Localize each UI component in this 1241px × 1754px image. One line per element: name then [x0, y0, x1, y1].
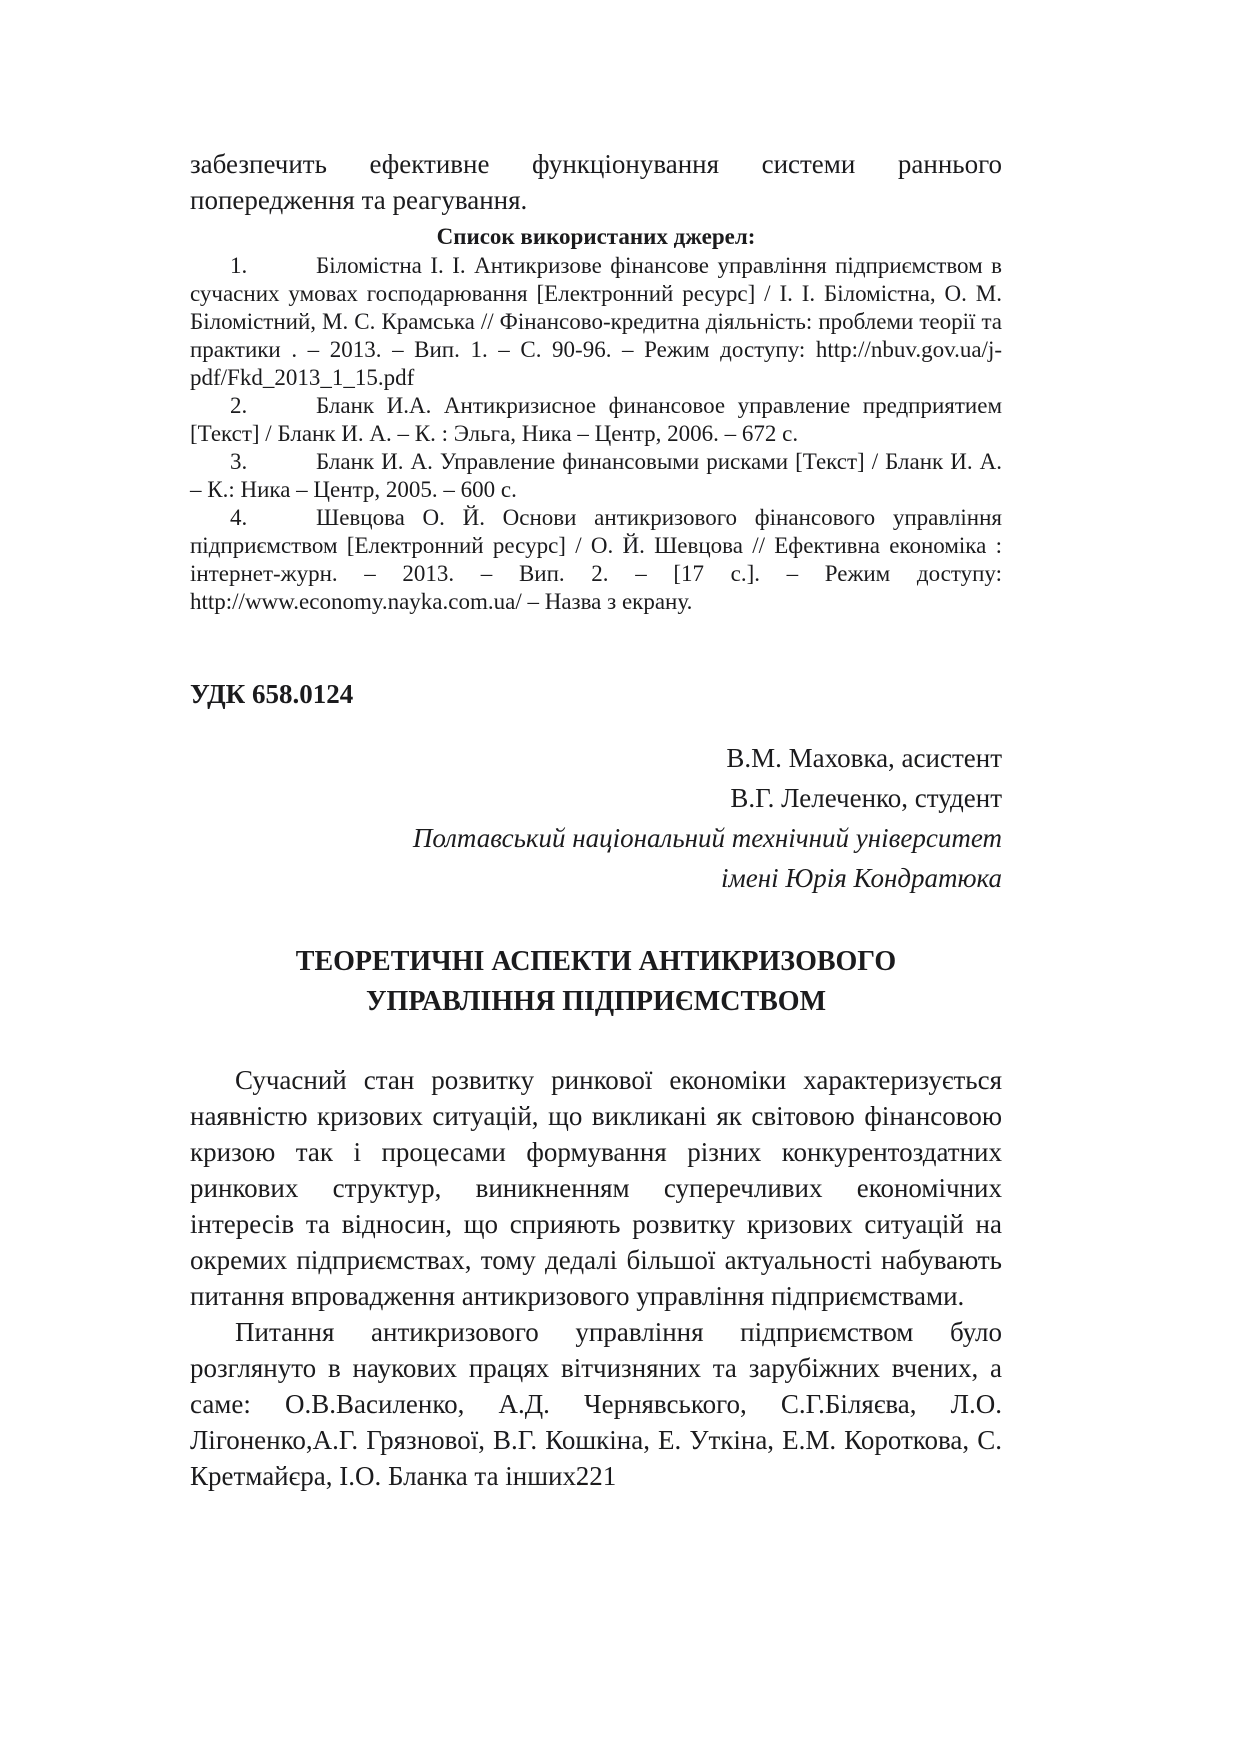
affiliation-line: імені Юрія Кондратюка: [721, 863, 1002, 893]
reference-number: 3.: [230, 449, 248, 474]
article-title-line: ТЕОРЕТИЧНІ АСПЕКТИ АНТИКРИЗОВОГО: [295, 946, 897, 977]
author-line: В.М. Маховка, асистент: [726, 743, 1002, 773]
article-title-line: УПРАВЛІННЯ ПІДПРИЄМСТВОМ: [365, 986, 827, 1017]
reference-number: 4.: [230, 505, 248, 530]
affiliation-line: Полтавський національний технічний університет: [412, 823, 1002, 853]
body-paragraph: Питання антикризового управління підприємством було розглянуто в наукових працях вітчизняних та зарубіжних вчених, а саме: О.В.Василенко, А.Д. Чернявського, С.Г.Біляєва, Л.О. Лігоненко,А.Г. Грязнової, В.Г. Кошкіна, Е. Уткіна, Е.М. Короткова, С. Кретмайєра, І.О. Бланка та інших.: [190, 1317, 1002, 1491]
references-heading: Список використаних джерел:: [436, 224, 756, 249]
reference-number: 1.: [230, 253, 248, 278]
page-number: 221: [575, 1461, 617, 1491]
author-line: В.Г. Лелеченко, студент: [730, 783, 1002, 813]
page-content: [190, 146, 1002, 1494]
reference-text: Шевцова О. Й. Основи антикризового фінансового управління підприємством [Електронний ресурс] / О. Й. Шевцова // Ефективна економіка : інтернет-журн. – 2013. – Вип. 2. – [17 с.]. – Режим доступу: http://www.economy.nayka.com.ua/ – Назва з екрану.: [190, 505, 1002, 614]
reference-text: Біломістна І. І. Антикризове фінансове управління підприємством в сучасних умовах господарювання [Електронний ресурс] / І. І. Біломістна, О. М. Біломістний, М. С. Крамська // Фінансово-кредитна діяльність: проблеми теорії та практики . – 2013. – Вип. 1. – С. 90-96. – Режим доступу: http://nbuv.gov.ua/j-pdf/Fkd_2013_1_15.pdf: [190, 253, 1002, 390]
byline-block: [190, 738, 1002, 898]
reference-item: [190, 448, 1002, 504]
intro-paragraph: забезпечить ефективне функціонування системи раннього попередження та реагування.: [190, 149, 1002, 215]
reference-item: [190, 504, 1002, 616]
reference-number: 2.: [230, 393, 248, 418]
reference-text: Бланк И. А. Управление финансовыми рисками [Текст] / Бланк И. А. – К.: Ника – Центр, 2005. – 600 с.: [190, 449, 1002, 502]
body-paragraph: Сучасний стан розвитку ринкової економіки характеризується наявністю кризових ситуацій, що викликані як світовою фінансовою кризою так і процесами формування різних конкурентоздатних ринкових структур, виникненням суперечливих економічних інтересів та відносин, що сприяють розвитку кризових ситуацій на окремих підприємствах, тому дедалі більшої актуальності набувають питання впровадження антикризового управління підприємствами.: [190, 1065, 1002, 1311]
reference-item: [190, 392, 1002, 448]
article-title: [190, 942, 1002, 1022]
udk-number: УДК 658.0124: [190, 679, 354, 709]
reference-text: Бланк И.А. Антикризисное финансовое управление предприятием [Текст] / Бланк И. А. – К. : Эльга, Ника – Центр, 2006. – 672 с.: [190, 393, 1002, 446]
reference-item: [190, 252, 1002, 392]
